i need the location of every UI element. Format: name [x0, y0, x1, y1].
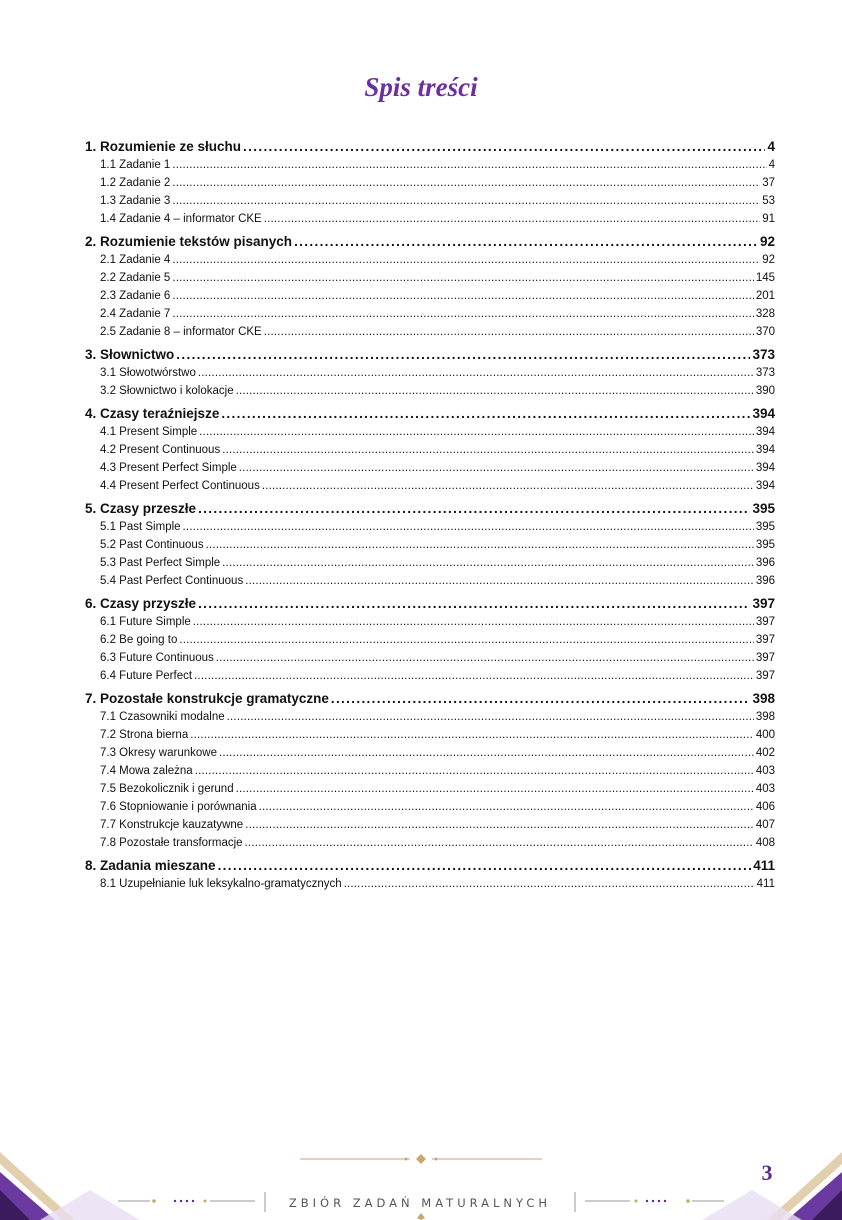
toc-heading-label: 7. Pozostałe konstrukcje gramatyczne: [85, 691, 329, 706]
dot-leader: [172, 251, 760, 269]
toc-entry-label: 7.6 Stopniowanie i porównania: [100, 801, 257, 813]
toc-heading-page: 92: [759, 234, 775, 249]
toc-heading-page: 395: [752, 501, 775, 516]
toc-heading-page: 411: [753, 858, 775, 873]
toc-entry-page: 397: [755, 616, 775, 628]
dot-leader: [195, 762, 754, 780]
toc-entry[interactable]: [85, 305, 775, 323]
toc-entry-label: 4.1 Present Simple: [100, 426, 198, 438]
footer-decoration: [0, 1150, 842, 1220]
toc-entry[interactable]: [85, 613, 775, 631]
toc-entry[interactable]: [85, 762, 775, 780]
toc-entry-page: 396: [755, 557, 775, 569]
toc-entry-label: 8.1 Uzupełnianie luk leksykalno-gramatycznych: [100, 878, 342, 890]
toc-heading-label: 3. Słownictwo: [85, 347, 175, 362]
dot-leader: [218, 857, 752, 875]
dot-leader: [172, 287, 753, 305]
toc-entry-label: 2.5 Zadanie 8 – informator CKE: [100, 326, 262, 338]
toc-entry-label: 7.8 Pozostałe transformacje: [100, 837, 243, 849]
toc-heading-label: 4. Czasy teraźniejsze: [85, 406, 220, 421]
toc-entry-page: 407: [755, 819, 775, 831]
toc-entry[interactable]: [85, 834, 775, 852]
toc-entry-page: 201: [755, 290, 775, 302]
dot-leader: [236, 382, 754, 400]
toc-heading-page: 394: [752, 406, 775, 421]
toc-section: [85, 857, 775, 893]
toc-entry-label: 7.2 Strona bierna: [100, 729, 189, 741]
toc-entry[interactable]: [85, 423, 775, 441]
toc-heading[interactable]: [85, 138, 775, 156]
toc-entry-label: 5.1 Past Simple: [100, 521, 181, 533]
toc-section: [85, 500, 775, 590]
toc-heading-page: 4: [767, 139, 775, 154]
toc-entry-page: 403: [755, 765, 775, 777]
toc-entry-page: 394: [755, 444, 775, 456]
dot-leader: [198, 364, 754, 382]
toc-entry-page: 397: [755, 634, 775, 646]
toc-entry[interactable]: [85, 667, 775, 685]
toc-entry[interactable]: [85, 269, 775, 287]
toc-entry-label: 4.3 Present Perfect Simple: [100, 462, 237, 474]
toc-entry-label: 3.1 Słowotwórstwo: [100, 367, 196, 379]
dot-leader: [198, 500, 750, 518]
toc-entry[interactable]: [85, 192, 775, 210]
toc-entry[interactable]: [85, 251, 775, 269]
toc-section: [85, 595, 775, 685]
toc-heading-label: 5. Czasy przeszłe: [85, 501, 197, 516]
toc-entry[interactable]: [85, 780, 775, 798]
toc-heading[interactable]: [85, 346, 775, 364]
toc-entry-label: 6.2 Be going to: [100, 634, 178, 646]
footer-title: ZBIÓR ZADAŃ MATURALNYCH: [288, 1196, 552, 1210]
toc-entry-page: 402: [755, 747, 775, 759]
toc-entry-page: 408: [755, 837, 775, 849]
page-title: Spis treści: [364, 72, 478, 102]
toc-entry[interactable]: [85, 572, 775, 590]
toc-entry-label: 5.3 Past Perfect Simple: [100, 557, 221, 569]
toc-entry-label: 7.5 Bezokolicznik i gerund: [100, 783, 234, 795]
toc-heading[interactable]: [85, 405, 775, 423]
toc-entry-label: 1.3 Zadanie 3: [100, 195, 171, 207]
dot-leader: [183, 518, 754, 536]
toc-entry-label: 6.4 Future Perfect: [100, 670, 193, 682]
dot-leader: [194, 667, 754, 685]
dot-leader: [227, 708, 754, 726]
dot-leader: [245, 816, 754, 834]
toc-entry[interactable]: [85, 708, 775, 726]
toc-entry-label: 1.1 Zadanie 1: [100, 159, 171, 171]
toc-entry-page: 4: [768, 159, 775, 171]
toc-entry-page: 373: [755, 367, 775, 379]
toc-heading-label: 8. Zadania mieszane: [85, 858, 216, 873]
toc-entry-label: 6.3 Future Continuous: [100, 652, 214, 664]
toc-entry-page: 406: [755, 801, 775, 813]
toc-entry-page: 394: [755, 462, 775, 474]
dot-leader: [221, 405, 750, 423]
dot-leader: [199, 423, 754, 441]
toc-entry-page: 394: [755, 480, 775, 492]
dot-leader: [264, 323, 754, 341]
toc-entry[interactable]: [85, 554, 775, 572]
toc-entry-label: 5.2 Past Continuous: [100, 539, 204, 551]
toc-entry-page: 395: [755, 539, 775, 551]
toc-entry[interactable]: [85, 459, 775, 477]
dot-leader: [264, 210, 760, 228]
toc-entry-page: 403: [755, 783, 775, 795]
toc-entry[interactable]: [85, 726, 775, 744]
toc-heading[interactable]: [85, 857, 775, 875]
toc-heading[interactable]: [85, 595, 775, 613]
toc-entry-label: 3.2 Słownictwo i kolokacje: [100, 385, 234, 397]
toc-entry[interactable]: [85, 156, 775, 174]
toc-entry-label: 6.1 Future Simple: [100, 616, 191, 628]
toc-entry-label: 1.4 Zadanie 4 – informator CKE: [100, 213, 262, 225]
toc-entry-label: 4.4 Present Perfect Continuous: [100, 480, 260, 492]
toc-entry[interactable]: [85, 174, 775, 192]
dot-leader: [259, 798, 754, 816]
dot-leader: [172, 192, 760, 210]
toc-entry-label: 4.2 Present Continuous: [100, 444, 221, 456]
dot-leader: [190, 726, 754, 744]
toc-heading-label: 1. Rozumienie ze słuchu: [85, 139, 242, 154]
toc-entry-page: 92: [762, 254, 775, 266]
toc-entry-label: 1.2 Zadanie 2: [100, 177, 171, 189]
toc-entry[interactable]: [85, 518, 775, 536]
dot-leader: [172, 156, 766, 174]
toc-entry-label: 2.4 Zadanie 7: [100, 308, 171, 320]
toc-entry-page: 400: [755, 729, 775, 741]
toc-entry-label: 7.7 Konstrukcje kauzatywne: [100, 819, 244, 831]
toc-entry-page: 397: [755, 670, 775, 682]
dot-leader: [198, 595, 750, 613]
dot-leader: [179, 631, 753, 649]
dot-leader: [172, 305, 753, 323]
toc-entry-page: 328: [755, 308, 775, 320]
toc-section: [85, 405, 775, 495]
dot-leader: [222, 554, 754, 572]
dot-leader: [216, 649, 754, 667]
toc-entry[interactable]: [85, 816, 775, 834]
dot-leader: [243, 138, 765, 156]
toc-section: [85, 690, 775, 852]
dot-leader: [245, 834, 754, 852]
toc-entry[interactable]: [85, 649, 775, 667]
toc-entry-page: 397: [755, 652, 775, 664]
toc-entry[interactable]: [85, 536, 775, 554]
toc-heading-label: 6. Czasy przyszłe: [85, 596, 197, 611]
toc-entry-page: 395: [755, 521, 775, 533]
dot-leader: [176, 346, 750, 364]
toc-entry-page: 53: [762, 195, 775, 207]
toc-entry[interactable]: [85, 875, 775, 893]
dot-leader: [172, 174, 760, 192]
toc-heading[interactable]: [85, 233, 775, 251]
toc-entry-page: 37: [762, 177, 775, 189]
dot-leader: [239, 459, 754, 477]
toc-entry[interactable]: [85, 477, 775, 495]
toc-entry-page: 145: [755, 272, 775, 284]
toc-entry-page: 390: [755, 385, 775, 397]
toc-entry-label: 5.4 Past Perfect Continuous: [100, 575, 244, 587]
toc-entry-page: 370: [755, 326, 775, 338]
toc-entry-page: 394: [755, 426, 775, 438]
dot-leader: [245, 572, 754, 590]
dot-leader: [236, 780, 754, 798]
toc-entry-label: 2.3 Zadanie 6: [100, 290, 171, 302]
dot-leader: [193, 613, 754, 631]
toc-entry-label: 2.2 Zadanie 5: [100, 272, 171, 284]
toc-section: [85, 346, 775, 400]
dot-leader: [294, 233, 758, 251]
toc-entry-page: 398: [755, 711, 775, 723]
toc-entry[interactable]: [85, 798, 775, 816]
toc-entry[interactable]: [85, 441, 775, 459]
toc-entry-label: 7.3 Okresy warunkowe: [100, 747, 217, 759]
toc-entry-page: 91: [762, 213, 775, 225]
toc-entry-label: 2.1 Zadanie 4: [100, 254, 171, 266]
toc-section: [85, 138, 775, 228]
dot-leader: [344, 875, 755, 893]
toc-entry[interactable]: [85, 210, 775, 228]
toc-section: [85, 233, 775, 341]
dot-leader: [206, 536, 754, 554]
dot-leader: [219, 744, 754, 762]
toc-entry[interactable]: [85, 631, 775, 649]
page-number: 3: [761, 1160, 773, 1185]
dot-leader: [262, 477, 754, 495]
toc-entry[interactable]: [85, 323, 775, 341]
dot-leader: [331, 690, 751, 708]
toc-entry[interactable]: [85, 744, 775, 762]
toc-entry-label: 7.1 Czasowniki modalne: [100, 711, 225, 723]
toc-entry-page: 396: [755, 575, 775, 587]
toc-heading-label: 2. Rozumienie tekstów pisanych: [85, 234, 293, 249]
toc-entry[interactable]: [85, 364, 775, 382]
dot-leader: [222, 441, 754, 459]
table-of-contents: [85, 138, 775, 898]
toc-heading[interactable]: [85, 500, 775, 518]
toc-entry[interactable]: [85, 287, 775, 305]
toc-heading-page: 398: [752, 691, 775, 706]
dot-leader: [172, 269, 753, 287]
toc-entry-page: 411: [756, 878, 775, 890]
toc-heading-page: 397: [752, 596, 775, 611]
toc-heading[interactable]: [85, 690, 775, 708]
toc-heading-page: 373: [752, 347, 775, 362]
toc-entry[interactable]: [85, 382, 775, 400]
toc-entry-label: 7.4 Mowa zależna: [100, 765, 193, 777]
